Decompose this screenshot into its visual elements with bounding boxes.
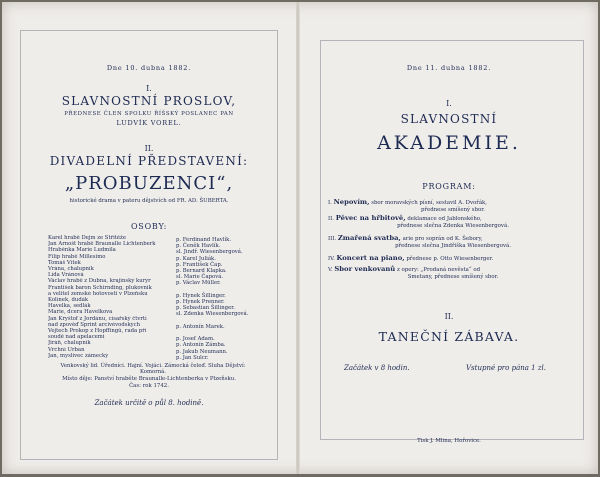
section-1-line: PŘEDNESE ČLEN SPOLKU ŘÍŠSKÝ POSLANEC PAN [64,111,234,117]
cast-role: Marie, dcera Havelkova [48,309,113,316]
cast-actor: p. Josef Adam. [176,336,215,343]
cast-role: František baron Schirnding, plukovník [48,284,152,291]
cast-actor: p. Antonín Marek. [176,323,225,330]
program-performer: přednese slečna Zdenka Wiesenbergová. [397,223,509,229]
program-sheet [2,2,598,474]
cast-role: Jan, myslivec zámecký [48,352,109,359]
cast-role: Vrána, chalupník [48,266,94,272]
program-item [328,266,578,281]
start-time: Začátek určitě o půl 8. hodině. [94,399,204,407]
cast-actor: p. Hynek Prenner. [176,299,225,306]
play-description: historické drama v pateru dějstvích od FR. AD. ŠUBERTA. [69,198,229,204]
program-desc: sbor moravských písní, sestavil A. Dvořák, [371,200,488,206]
cast-role: Hraběnka Marie Ludmila [48,247,116,254]
program-item [328,215,578,230]
right-start-time: Začátek v 8 hodin. [344,364,410,372]
section-1-number: I. [146,84,152,93]
program-item [328,199,578,214]
program-performer: přednese smíšený sbor. [421,207,485,213]
cast-role: a velitel zemské hotovosti v Plzeňsku [48,290,148,297]
right-date: Dne 11. dubna 1882. [406,64,492,72]
left-date: Dne 10. dubna 1882. [106,64,192,72]
cast-actor: sl. Zdenka Wiesenbergová. [176,311,249,318]
program-item [328,235,578,250]
program-desc: z opery: „Prodaná nevěsta“ od [396,267,481,273]
cast-actor: p. Antonín Zámba. [176,342,226,349]
cast-role: Jan Arnošt hrabě Braunalle Lichtenberk [48,241,156,248]
time-of-action: Čas: rok 1742. [129,383,169,389]
program-number: I. [328,200,332,206]
left-page [2,2,296,474]
cast-role: Vejtech Prokop z Hopffingů, rada pří [48,328,147,334]
place-of-action: Místo děje: Panství hraběte Braunalle-Lichtenberka v Plzeňsku. [62,376,236,382]
cast-actor: p. Hynek Šillinger. [176,292,226,299]
program-desc: arie pro soprán od K. Šebory, [402,236,483,242]
cast-role: Jan Kryštof z Jordánu, císařský čtvrtí [48,315,147,322]
speaker-name: LUDVÍK VOREL. [116,119,182,127]
right-page [300,2,598,474]
program-performer: Smetany, přednese smíšený sbor. [407,274,499,280]
cast-heading: OSOBY: [130,222,168,231]
entry-fee: Vstupné pro pána 1 zl. [466,364,546,372]
cast-role: Kolínek, dudák [48,297,89,303]
program-item [328,255,578,263]
program-desc: deklamace od Jablonského, [407,216,482,222]
program-performer: přednese slečna Jindřiška Wiesenbergová. [395,243,511,249]
cast-note: Venkovský lid. Úředníci. Hajní. Vojáci. Zámecká čeleď. Sluha Dějství: Komorná. [60,363,246,375]
cast-actor: p. František Čap. [176,261,223,268]
cast-role: Karel hrabě Dejm ze Střítěže [48,235,126,241]
section-2-title: DIVADELNÍ PŘEDSTAVENÍ: [49,154,249,168]
section-1-title: SLAVNOSTNÍ PROSLOV, [61,94,237,108]
cast-role: Jiráň, chalupník [48,340,91,347]
program-title: Nepovím, [333,198,370,206]
right-section-2-number: II. [444,312,454,321]
cast-actor: p. Ferdinand Havlík. [176,237,232,244]
cast-role: Lída Vránová [48,272,84,279]
cast-role: Tomáš Vítek [48,259,81,266]
cast-actor: p. Jakub Neumann. [176,348,228,355]
cast-role: Filip hrabě Millesimo [48,253,106,260]
program-number: IV. [328,256,335,262]
printer-credit: Tisk J. Mlina, Hořovice. [417,438,481,444]
cast-actor: p. Sebastian Šillinger. [176,305,235,312]
dance-title: TANEČNÍ ZÁBAVA. [378,329,520,344]
cast-actor: p. Karel Juliák. [176,255,216,262]
program-desc: přednese p. Otto Wiesenberger. [406,256,494,262]
cast-actor: p. Bernard Klapka. [176,268,227,275]
program-title: Sbor venkovanů [334,265,396,273]
akademie-title: AKADEMIE. [377,132,521,154]
right-section-1-title: SLAVNOSTNÍ [400,112,498,126]
cast-role: Václav hrabě z Dubna, krajinský kurýr [48,278,151,285]
cast-row [48,353,258,361]
program-number: II. [328,216,334,222]
cast-actor: p. Václav Müller. [176,280,221,287]
program-title: Zmařená svatba, [337,234,401,242]
cast-role: Vrchní Urban [48,346,85,353]
play-title: „PROBUZENCI“, [64,173,234,194]
cast-actor: sl. Jindř. Wiesenbergová. [176,249,243,256]
program-heading: PROGRAM: [422,182,476,191]
program-number: V. [328,267,333,273]
cast-actor: sl. Marie Čapová. [176,274,224,281]
cast-actor: p. Jan Sulcr. [176,354,209,361]
cast-role: Havelka, sedlák [48,303,91,310]
program-number: III. [328,236,337,242]
program-title: Pěvec na hřbitově, [335,214,406,222]
section-2-number: II. [144,144,154,153]
cast-role: nad zpověď Sprint arcivévodských [48,321,141,328]
cast-role: soudě nad apelacemi [48,334,105,341]
program-title: Koncert na piano, [336,254,405,262]
right-section-1-number: I. [446,99,452,108]
cast-actor: p. Čeněk Havlík. [176,243,221,250]
